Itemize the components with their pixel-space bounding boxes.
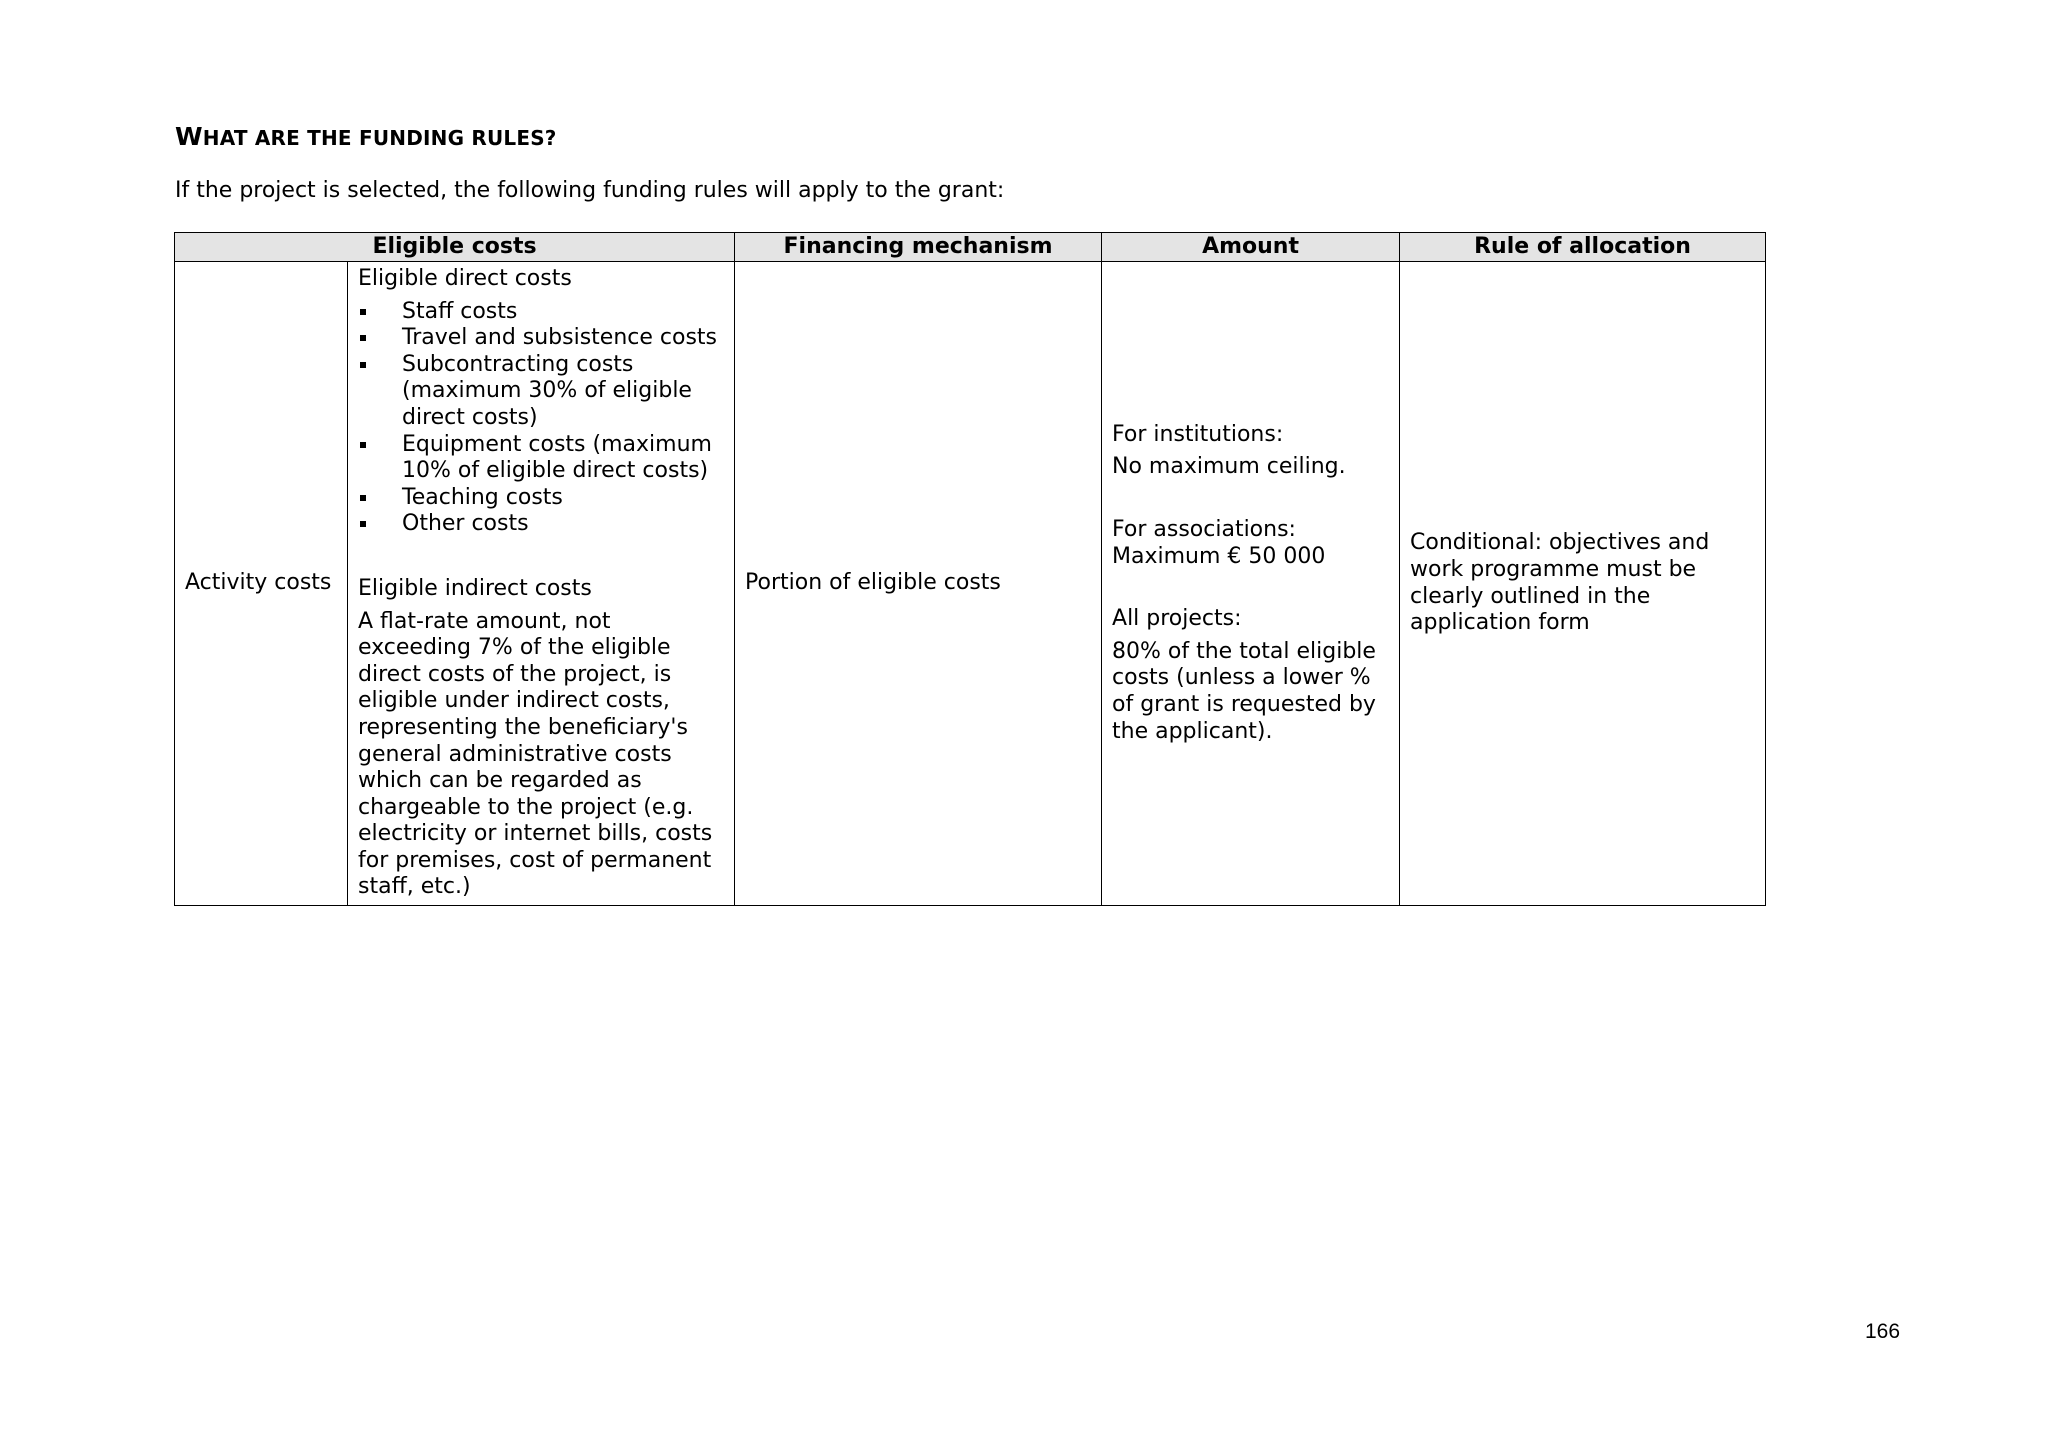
header-financing-mechanism: Financing mechanism	[735, 233, 1102, 262]
amount-block	[1112, 422, 1389, 745]
direct-costs-title: Eligible direct costs	[358, 266, 572, 291]
square-bullet-icon	[360, 362, 366, 368]
section-heading	[175, 122, 557, 151]
amount-all-projects-value: 80% of the total eligible costs (unless a lower % of grant is requested by the applicant).	[1112, 638, 1376, 744]
list-item-text: Equipment costs (maximum 10% of eligible direct costs)	[402, 431, 712, 484]
amount-associations: For associations: Maximum € 50 000	[1112, 517, 1326, 569]
financing-mechanism-cell: Portion of eligible costs	[735, 262, 1102, 906]
indirect-costs-text: A flat-rate amount, not exceeding 7% of the eligible direct costs of the project, is eligible under indirect costs, representing the beneficiary's general administrative costs which can be regarded as chargeable to the project (e.g. electricity or internet bills, costs for premises, cost of permanent staff, etc.)	[358, 608, 713, 900]
list-item	[358, 432, 724, 485]
list-item	[358, 325, 724, 352]
intro-text: If the project is selected, the following funding rules will apply to the grant:	[175, 178, 1005, 203]
list-item	[358, 485, 724, 512]
amount-institutions-value: No maximum ceiling.	[1112, 454, 1346, 480]
table-header-row	[175, 233, 1766, 262]
funding-rules-table	[174, 232, 1766, 906]
list-item-text: Teaching costs	[402, 484, 563, 510]
header-rule-of-allocation: Rule of allocation	[1400, 233, 1766, 262]
square-bullet-icon	[360, 495, 366, 501]
list-item	[358, 511, 724, 538]
square-bullet-icon	[360, 309, 366, 315]
list-item-text: Travel and subsistence costs	[402, 325, 718, 351]
square-bullet-icon	[360, 521, 366, 527]
square-bullet-icon	[360, 335, 366, 341]
list-item-text: Subcontracting costs (maximum 30% of eligible direct costs)	[402, 351, 692, 430]
direct-costs-list	[358, 299, 724, 538]
amount-cell	[1102, 262, 1400, 906]
eligible-costs-cell	[348, 262, 735, 906]
header-eligible-costs: Eligible costs	[175, 233, 735, 262]
row-label-activity-costs: Activity costs	[175, 262, 348, 906]
rule-of-allocation-cell: Conditional: objectives and work programme must be clearly outlined in the application form	[1400, 262, 1766, 906]
header-amount: Amount	[1102, 233, 1400, 262]
section-heading-rest: HAT ARE THE FUNDING RULES?	[202, 126, 557, 150]
page-number: 166	[1865, 1320, 1901, 1343]
table-row	[175, 262, 1766, 906]
amount-all-projects-label: All projects:	[1112, 606, 1242, 632]
list-item-text: Other costs	[402, 511, 529, 537]
indirect-costs-title: Eligible indirect costs	[358, 575, 592, 601]
section-heading-initial: W	[175, 122, 203, 151]
amount-institutions-label: For institutions:	[1112, 421, 1284, 447]
list-item-text: Staff costs	[402, 298, 518, 324]
square-bullet-icon	[360, 442, 366, 448]
list-item	[358, 352, 724, 432]
list-item	[358, 299, 724, 326]
